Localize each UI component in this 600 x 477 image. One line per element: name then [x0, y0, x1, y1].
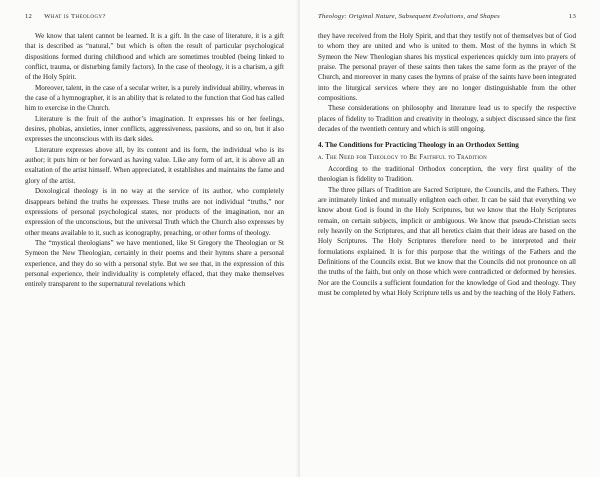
paragraph: Literature is the fruit of the author’s imagination. It expresses his or her feelings, desires, phobias, anxieties, inner conflicts, aggressiveness, passions, and so on, but it also expresses the unconscious with its dark sides. [25, 114, 284, 144]
left-page-number: 12 [25, 13, 33, 20]
section-heading: 4. The Conditions for Practicing Theology in an Orthodox Setting [318, 141, 519, 150]
left-page-body [25, 31, 284, 290]
paragraph: We know that talent cannot be learned. It is a gift. In the case of literature, it is a gift that is described as “natural,” but which is often the result of particular psychological dispositions formed during childhood and which are sometimes troubled (being linked to conflict, trauma, or disturbing family factors). In the case of theology, it is a charism, a gift of the Holy Spirit. [25, 32, 284, 82]
paragraph: Literature expresses above all, by its content and its form, the individual who is its author; it puts him or her forward as having value. Like any form of art, it is above all an exaltation of the artist himself. When appreciated, it establishes and maintains the fame and glory of the artist. [25, 145, 284, 185]
paragraph: they have received from the Holy Spirit, and that they testify not of themselves but of God to whom they are united and who is united to them. Most of the hymns in which St Symeon the New Theologian shares his mystical experiences quickly turn into prayers of praise. The personal prayer of these saints then takes the same form as the prayer of the Church, and moreover in many cases the hymns of praise of the saints have been integrated into the liturgical services where they are no longer distinguishable from the other compositions. [318, 32, 576, 103]
right-page-body [318, 31, 576, 299]
right-page-number: 13 [568, 13, 576, 20]
subsection-heading: a. The Need for Theology to Be Faithful to Tradition [318, 153, 487, 161]
paragraph: The “mystical theologians” we have mentioned, like St Gregory the Theologian or St Symeon the New Theologian, certainly in their poems and their hymns share a personal experience, and they do so with a personal style. But we see that, in the expression of this personal experience, their individuality is completely effaced, that they make themselves entirely transparent to the supernatural revelations which [25, 238, 284, 289]
right-running-title: Theology: Original Nature, Subsequent Evolutions, and Shapes [318, 13, 500, 20]
left-running-title: What is Theology? [44, 13, 106, 20]
right-page [300, 0, 600, 477]
paragraph: Doxological theology is in no way at the service of its author, who completely disappears behind the truths he expresses. These truths are not individual “truths,” nor expressions of personal psychological states, nor products of the imagination, nor an expression of the unconscious, but the universal Truth which the Church also expresses by other means available to it, such as iconography, preaching, or other forms of theology. [25, 187, 284, 237]
paragraph: The three pillars of Tradition are Sacred Scripture, the Councils, and the Fathers. They are intimately linked and mutually enlighten each other. It can be said that everything we know about God is found in the Holy Scriptures, but we know that the Holy Scriptures remain, on certain subjects, implicit or ambiguous. We know that pseudo-Christian sects rely heavily on the Scriptures, and that all heretics claim that their ideas are based on the Holy Scriptures. The Holy Scriptures therefore need to be interpreted and their formulations explained. It is for this purpose that the writings of the Fathers and the Definitions of the Councils exist. But we know that the Councils did not pronounce on all the truths of the faith, but only on those which were contradicted or deformed by heresies. Nor are the Councils a sufficient foundation for the knowledge of God and theology. They must be completed by what Holy Scripture tells us and by the teaching of the Holy Fathers. [318, 185, 576, 298]
right-running-head [318, 13, 576, 31]
paragraph: According to the traditional Orthodox conception, the very first quality of the theologian is fidelity to Tradition. [318, 165, 576, 184]
left-running-head [25, 13, 284, 31]
paragraph: These considerations on philosophy and literature lead us to specify the respective places of fidelity to Tradition and creativity in theology, a subject discussed since the first decades of the twentieth century and which is still ongoing. [318, 104, 576, 134]
paragraph: Moreover, talent, in the case of a secular writer, is a purely individual ability, whereas in the case of a hymnographer, it is an ability that is related to the function that God has called him to exercise in the Church. [25, 83, 284, 113]
